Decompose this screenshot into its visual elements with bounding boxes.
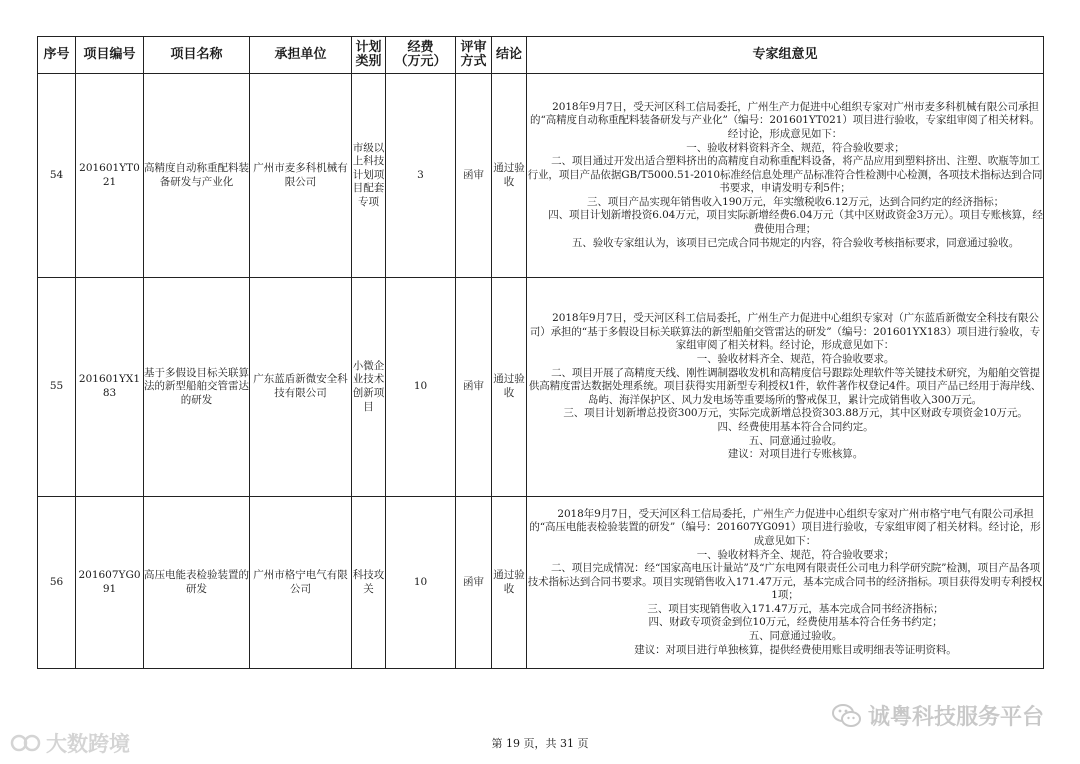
- cell-funding: 10: [386, 497, 456, 669]
- opinion-paragraph: 一、验收材料齐全、规范，符合验收要求；: [696, 548, 895, 561]
- page-number: 第 19 页，共 31 页: [491, 737, 589, 750]
- table-row: [38, 497, 1044, 669]
- cell-code: 201601YX183: [76, 278, 144, 497]
- cell-category: 科技攻关: [352, 497, 386, 669]
- opinion-paragraph: 三、项目产品实现年销售收入190万元，年实缴税收6.12万元，达到合同约定的经济指标；: [586, 195, 1005, 208]
- cell-conclusion: 通过验收: [492, 497, 527, 669]
- cell-project-name: 高精度自动称重配料装备研发与产业化: [144, 74, 250, 278]
- opinion-paragraph: 二、项目开展了高精度天线、刚性调制器收发机和高精度信号跟踪处理软件等关键技术研究，为船舶交管提供高精度雷达数据处理系统。项目获得实用新型专利授权1件，软件著作权登记4件。项目产品已经用于海岸线、岛屿、海洋保护区、风力发电场等重要场所的警戒保卫，累计完成销售收入300万元。: [528, 366, 1042, 406]
- header-opinion: 专家组意见: [527, 37, 1044, 74]
- opinion-paragraph: 四、经费使用基本符合合同约定。: [717, 420, 874, 433]
- watermark-left-text: 大数跨境: [46, 732, 130, 756]
- header-conclusion: 结论: [492, 37, 527, 74]
- cell-funding: 10: [386, 278, 456, 497]
- cell-unit: 广州市格宁电气有限公司: [250, 497, 352, 669]
- cell-code: 201601YT021: [76, 74, 144, 278]
- cell-seq: 56: [38, 497, 76, 669]
- cell-opinion: [527, 497, 1044, 669]
- opinion-paragraph: 五、验收专家组认为，该项目已完成合同书规定的内容，符合验收考核指标要求，同意通过验收。: [571, 236, 1020, 249]
- opinion-paragraph: 三、项目实现销售收入171.47万元，基本完成合同书经济指标；: [647, 602, 944, 615]
- table-row: [38, 278, 1044, 497]
- opinion-paragraph: 五、同意通过验收。: [748, 630, 843, 643]
- cell-opinion: [527, 74, 1044, 278]
- review-table: [37, 36, 1044, 669]
- cell-seq: 54: [38, 74, 76, 278]
- watermark-right: [832, 700, 1044, 731]
- cell-project-name: 高压电能表检验装置的研发: [144, 497, 250, 669]
- opinion-paragraph: 建议：对项目进行单独核算，提供经费使用账目或明细表等证明资料。: [634, 643, 957, 656]
- opinion-paragraph: 四、财政专项资金到位10万元，经费使用基本符合任务书约定；: [648, 616, 943, 629]
- header-unit: 承担单位: [250, 37, 352, 74]
- table-row: [38, 74, 1044, 278]
- opinion-paragraph: 一、验收材料齐全、规范，符合验收要求。: [696, 353, 895, 366]
- cell-conclusion: 通过验收: [492, 278, 527, 497]
- cell-project-name: 基于多假设目标关联算法的新型船舶交管雷达的研发: [144, 278, 250, 497]
- cell-category: 市级以上科技计划项目配套专项: [352, 74, 386, 278]
- cell-unit: 广东蓝盾新微安全科技有限公司: [250, 278, 352, 497]
- header-category: 计划 类别: [352, 37, 386, 74]
- cell-category: 小微企业技术创新项目: [352, 278, 386, 497]
- cell-review: 函审: [456, 74, 492, 278]
- opinion-paragraph: 一、验收材料资料齐全、规范，符合验收要求；: [686, 141, 905, 154]
- header-name: 项目名称: [144, 37, 250, 74]
- cell-seq: 55: [38, 278, 76, 497]
- opinion-paragraph: 二、项目完成情况：经“国家高电压计量站”及“广东电网有限责任公司电力科学研究院”检测，项目产品各项技术指标达到合同书要求。项目实现销售收入171.47万元，基本完成合同书的经济指标。项目获得发明专利授权1项；: [527, 562, 1043, 602]
- watermark-right-text: 诚粤科技服务平台: [867, 705, 1044, 730]
- cell-conclusion: 通过验收: [492, 74, 527, 278]
- cell-opinion: [527, 278, 1044, 497]
- cell-unit: 广州市麦多科机械有限公司: [250, 74, 352, 278]
- opinion-paragraph: 2018年9月7日，受天河区科工信局委托，广州生产力促进中心组织专家对（广东蓝盾新微安全科技有限公司）承担的“基于多假设目标关联算法的新型船舶交管雷达的研发”（编号：201601YX183）项目进行验收，专家组审阅了相关材料。经讨论，形成意见如下：: [529, 312, 1041, 352]
- header-funding: 经费 （万元）: [386, 37, 456, 74]
- header-row: [38, 37, 1044, 74]
- header-code: 项目编号: [76, 37, 144, 74]
- cell-review: 函审: [456, 497, 492, 669]
- opinion-paragraph: 建议：对项目进行专账核算。: [727, 448, 864, 461]
- opinion-paragraph: 三、项目计划新增总投资300万元，实际完成新增总投资303.88万元，其中区财政专项资金10万元。: [563, 407, 1028, 420]
- cell-code: 201607YG091: [76, 497, 144, 669]
- header-review: 评审 方式: [456, 37, 492, 74]
- wechat-icon: [832, 703, 862, 729]
- opinion-paragraph: 四、项目计划新增投资6.04万元，项目实际新增经费6.04万元（其中区财政资金3万元）。项目专账核算，经费使用合理；: [548, 209, 1043, 236]
- opinion-paragraph: 2018年9月7日，受天河区科工信局委托，广州生产力促进中心组织专家对广州市格宁电气有限公司承担的“高压电能表检验装置的研发”（编号：201607YG091）项目进行验收，专家组审阅了相关材料。经讨论，形成意见如下：: [529, 507, 1041, 547]
- cell-funding: 3: [386, 74, 456, 278]
- header-seq: 序号: [38, 37, 76, 74]
- cell-review: 函审: [456, 278, 492, 497]
- opinion-paragraph: 二、项目通过开发出适合塑料挤出的高精度自动称重配料设备，将产品应用到塑料挤出、注塑、吹瓶等加工行业，项目产品依据GB/T5000.51-2010标准经信息处理产品标准符合性检测中心检测，各项技术指标达到合同书要求，申请发明专利5件；: [527, 155, 1043, 195]
- opinion-paragraph: 五、同意通过验收。: [748, 434, 843, 447]
- opinion-paragraph: 2018年9月7日，受天河区科工信局委托，广州生产力促进中心组织专家对广州市麦多科机械有限公司承担的“高精度自动称重配料装备研发与产业化”（编号：201601YT021）项目进行验收，专家组审阅了相关材料。经讨论，形成意见如下：: [530, 100, 1040, 140]
